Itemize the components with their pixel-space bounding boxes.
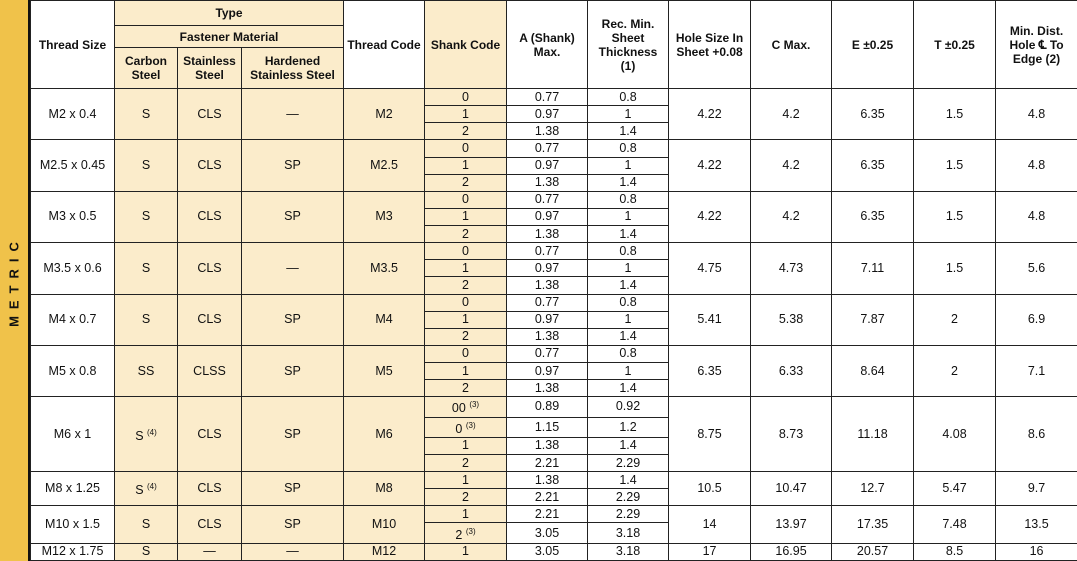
t-cell: 7.48 <box>914 506 996 543</box>
hole-size-cell: 6.35 <box>669 345 751 396</box>
stainless-steel-cell <box>178 191 242 242</box>
thread-code-cell <box>344 472 425 506</box>
e-cell: 6.35 <box>832 89 914 140</box>
thread-size-cell-text: M12 x 1.75 <box>41 544 104 559</box>
t-cell: 1.5 <box>914 243 996 294</box>
table-body <box>31 89 1077 561</box>
rec-min-thickness-cell: 1 <box>588 260 669 277</box>
metric-side-band <box>0 0 30 561</box>
a-shank-cell: 0.77 <box>507 345 588 362</box>
c-max-cell: 6.33 <box>751 345 832 396</box>
carbon-steel-cell <box>115 506 178 543</box>
t-cell: 2 <box>914 294 996 345</box>
stainless-steel-cell-text: CLS <box>197 481 222 496</box>
shank-code-cell <box>425 454 507 471</box>
hardened-stainless-cell <box>242 191 344 242</box>
carbon-steel-cell <box>115 243 178 294</box>
min-dist-cell: 6.9 <box>996 294 1077 345</box>
rec-min-thickness-cell: 3.18 <box>588 543 669 560</box>
thread-code-cell <box>344 397 425 472</box>
shank-code-text: 1 <box>462 106 469 121</box>
rec-min-thickness-cell: 0.8 <box>588 89 669 106</box>
thread-size-cell-text: M4 x 0.7 <box>48 312 97 327</box>
shank-code-cell <box>425 328 507 345</box>
a-shank-cell: 0.89 <box>507 397 588 417</box>
header-shank-code: Shank Code <box>425 1 507 89</box>
thread-code-cell-text: M5 <box>375 363 393 378</box>
a-shank-cell: 0.77 <box>507 140 588 157</box>
shank-code-cell <box>425 397 507 417</box>
hardened-stainless-cell-text: SP <box>284 158 301 173</box>
stainless-steel-cell <box>178 89 242 140</box>
header-hole-size: Hole Size In Sheet +0.08 <box>669 1 751 89</box>
stainless-steel-cell-text: CLS <box>197 260 222 275</box>
hardened-stainless-cell-text: SP <box>284 517 301 532</box>
stainless-steel-cell <box>178 472 242 506</box>
stainless-steel-cell-text: CLS <box>197 426 222 441</box>
shank-code-cell <box>425 243 507 260</box>
min-dist-cell: 8.6 <box>996 397 1077 472</box>
thread-code-cell-text: M3.5 <box>370 260 398 275</box>
c-max-cell: 16.95 <box>751 543 832 560</box>
rec-min-thickness-cell: 1 <box>588 106 669 123</box>
thread-size-cell <box>31 89 115 140</box>
stainless-steel-cell <box>178 397 242 472</box>
thread-code-cell <box>344 243 425 294</box>
shank-code-text: 2 <box>462 455 469 470</box>
a-shank-cell: 1.38 <box>507 226 588 243</box>
hardened-stainless-cell <box>242 243 344 294</box>
carbon-steel-cell-text: S <box>141 544 151 559</box>
shank-code-text: 00 <box>451 401 466 416</box>
hole-size-cell: 4.22 <box>669 89 751 140</box>
table-row <box>31 89 1077 106</box>
carbon-steel-cell-text: S <box>141 209 151 224</box>
table-row <box>31 294 1077 311</box>
header-type: Type <box>115 1 344 26</box>
thread-size-cell <box>31 243 115 294</box>
t-cell: 4.08 <box>914 397 996 472</box>
shank-code-cell <box>425 363 507 380</box>
shank-code-text: 1 <box>462 260 469 275</box>
carbon-steel-cell <box>115 472 178 506</box>
footnote-marker: (4) <box>147 482 157 492</box>
e-cell: 7.11 <box>832 243 914 294</box>
rec-min-thickness-cell: 0.8 <box>588 345 669 362</box>
header-t: T ±0.25 <box>914 1 996 89</box>
rec-min-thickness-cell: 1 <box>588 208 669 225</box>
rec-min-thickness-cell: 1.4 <box>588 226 669 243</box>
rec-min-thickness-cell: 0.92 <box>588 397 669 417</box>
thread-size-cell-text: M3.5 x 0.6 <box>43 260 102 275</box>
t-cell: 8.5 <box>914 543 996 560</box>
stainless-steel-cell <box>178 543 242 560</box>
a-shank-cell: 0.77 <box>507 294 588 311</box>
table-row <box>31 543 1077 560</box>
thread-size-cell <box>31 543 115 560</box>
carbon-steel-cell <box>115 345 178 396</box>
rec-min-thickness-cell: 1 <box>588 157 669 174</box>
hole-size-cell: 4.22 <box>669 140 751 191</box>
hardened-stainless-cell <box>242 294 344 345</box>
header-rec-min-sheet-thickness: Rec. Min. Sheet Thickness (1) <box>588 1 669 89</box>
header-hardened-stainless-steel: Hardened Stainless Steel <box>242 48 344 89</box>
a-shank-cell: 0.97 <box>507 208 588 225</box>
thread-size-cell <box>31 506 115 543</box>
rec-min-thickness-cell: 1.4 <box>588 437 669 454</box>
c-max-cell: 10.47 <box>751 472 832 506</box>
header-carbon-steel: Carbon Steel <box>115 48 178 89</box>
hardened-stainless-cell <box>242 543 344 560</box>
stainless-steel-cell-text: CLS <box>197 209 222 224</box>
table-row <box>31 140 1077 157</box>
shank-code-text: 2 <box>462 380 469 395</box>
thread-size-cell <box>31 472 115 506</box>
thread-code-cell <box>344 89 425 140</box>
hardened-stainless-cell-text: SP <box>284 426 301 441</box>
shank-code-text: 1 <box>462 438 469 453</box>
t-cell: 1.5 <box>914 89 996 140</box>
header-c-max: C Max. <box>751 1 832 89</box>
min-dist-cell: 7.1 <box>996 345 1077 396</box>
carbon-steel-cell-text: S <box>141 312 151 327</box>
thread-size-cell <box>31 345 115 396</box>
c-max-cell: 4.73 <box>751 243 832 294</box>
thread-size-cell-text: M3 x 0.5 <box>48 209 97 224</box>
min-dist-cell: 16 <box>996 543 1077 560</box>
a-shank-cell: 1.38 <box>507 328 588 345</box>
header-thread-code: Thread Code <box>344 1 425 89</box>
shank-code-cell <box>425 191 507 208</box>
shank-code-text: 1 <box>462 312 469 327</box>
hardened-stainless-cell <box>242 140 344 191</box>
hardened-stainless-cell-text: SP <box>284 312 301 327</box>
thread-code-cell-text: M2 <box>375 106 393 121</box>
min-dist-cell: 4.8 <box>996 89 1077 140</box>
stainless-steel-cell <box>178 140 242 191</box>
carbon-steel-cell-text: S <box>141 517 151 532</box>
rec-min-thickness-cell: 0.8 <box>588 140 669 157</box>
shank-code-text: 1 <box>462 472 469 487</box>
shank-code-text: 0 <box>462 346 469 361</box>
e-cell: 11.18 <box>832 397 914 472</box>
rec-min-thickness-cell: 1.4 <box>588 123 669 140</box>
a-shank-cell: 2.21 <box>507 506 588 523</box>
min-dist-cell: 4.8 <box>996 191 1077 242</box>
carbon-steel-cell-text: S <box>135 483 144 498</box>
shank-code-cell <box>425 260 507 277</box>
metric-side-label: METRIC <box>6 234 22 327</box>
hardened-stainless-cell-text: SP <box>284 363 301 378</box>
shank-code-cell <box>425 345 507 362</box>
a-shank-cell: 2.21 <box>507 454 588 471</box>
shank-code-cell <box>425 140 507 157</box>
carbon-steel-cell-text: S <box>141 158 151 173</box>
e-cell: 8.64 <box>832 345 914 396</box>
hardened-stainless-cell <box>242 345 344 396</box>
stainless-steel-cell <box>178 345 242 396</box>
stainless-steel-cell-text: CLS <box>197 106 222 121</box>
rec-min-thickness-cell: 3.18 <box>588 523 669 543</box>
shank-code-text: 2 <box>462 329 469 344</box>
stainless-steel-cell-text: CLS <box>197 158 222 173</box>
footnote-marker: (3) <box>465 420 476 430</box>
a-shank-cell: 1.15 <box>507 417 588 437</box>
t-cell: 5.47 <box>914 472 996 506</box>
header-e: E ±0.25 <box>832 1 914 89</box>
carbon-steel-cell <box>115 543 178 560</box>
thread-code-cell-text: M4 <box>375 312 393 327</box>
thread-code-cell-text: M12 <box>371 544 397 559</box>
shank-code-text: 1 <box>462 209 469 224</box>
a-shank-cell: 0.77 <box>507 89 588 106</box>
thread-size-cell <box>31 191 115 242</box>
min-dist-cell: 9.7 <box>996 472 1077 506</box>
c-max-cell: 4.2 <box>751 140 832 191</box>
hole-size-cell: 4.22 <box>669 191 751 242</box>
shank-code-cell <box>425 437 507 454</box>
thread-size-cell <box>31 140 115 191</box>
shank-code-text: 1 <box>462 544 469 559</box>
a-shank-cell: 0.77 <box>507 243 588 260</box>
a-shank-cell: 3.05 <box>507 523 588 543</box>
rec-min-thickness-cell: 1 <box>588 363 669 380</box>
shank-code-text: 1 <box>462 158 469 173</box>
a-shank-cell: 0.97 <box>507 157 588 174</box>
carbon-steel-cell <box>115 397 178 472</box>
a-shank-cell: 1.38 <box>507 174 588 191</box>
stainless-steel-cell-text: CLS <box>197 312 222 327</box>
rec-min-thickness-cell: 1.4 <box>588 328 669 345</box>
shank-code-cell <box>425 311 507 328</box>
shank-code-cell <box>425 106 507 123</box>
hardened-stainless-cell <box>242 397 344 472</box>
shank-code-cell <box>425 472 507 489</box>
hole-size-cell: 17 <box>669 543 751 560</box>
a-shank-cell: 1.38 <box>507 380 588 397</box>
hardened-stainless-cell-text: — <box>286 544 299 559</box>
thread-code-cell <box>344 345 425 396</box>
header-a-shank-max: A (Shank) Max. <box>507 1 588 89</box>
hole-size-cell: 14 <box>669 506 751 543</box>
shank-code-cell <box>425 380 507 397</box>
rec-min-thickness-cell: 0.8 <box>588 243 669 260</box>
min-dist-cell: 5.6 <box>996 243 1077 294</box>
shank-code-text: 0 <box>462 140 469 155</box>
e-cell: 6.35 <box>832 191 914 242</box>
min-dist-cell: 4.8 <box>996 140 1077 191</box>
a-shank-cell: 1.38 <box>507 472 588 489</box>
carbon-steel-cell-text: S <box>141 260 151 275</box>
thread-size-cell <box>31 294 115 345</box>
shank-code-text: 2 <box>462 175 469 190</box>
stainless-steel-cell-text: — <box>203 544 216 559</box>
t-cell: 2 <box>914 345 996 396</box>
shank-code-text: 2 <box>455 527 463 542</box>
e-cell: 12.7 <box>832 472 914 506</box>
c-max-cell: 4.2 <box>751 89 832 140</box>
rec-min-thickness-cell: 1.2 <box>588 417 669 437</box>
shank-code-text: 0 <box>462 295 469 310</box>
thread-code-cell-text: M6 <box>375 426 393 441</box>
thread-size-cell-text: M10 x 1.5 <box>45 517 100 532</box>
stainless-steel-cell <box>178 294 242 345</box>
min-dist-cell: 13.5 <box>996 506 1077 543</box>
carbon-steel-cell <box>115 294 178 345</box>
stainless-steel-cell-text: CLS <box>197 517 222 532</box>
c-max-cell: 4.2 <box>751 191 832 242</box>
rec-min-thickness-cell: 1.4 <box>588 174 669 191</box>
table-row <box>31 472 1077 489</box>
hardened-stainless-cell <box>242 472 344 506</box>
carbon-steel-cell-text: SS <box>137 363 155 378</box>
thread-code-cell <box>344 543 425 560</box>
carbon-steel-cell-text: S <box>141 106 151 121</box>
hole-size-cell: 4.75 <box>669 243 751 294</box>
rec-min-thickness-cell: 0.8 <box>588 294 669 311</box>
shank-code-cell <box>425 294 507 311</box>
thread-code-cell-text: M8 <box>375 481 393 496</box>
rec-min-thickness-cell: 1.4 <box>588 380 669 397</box>
thread-size-cell-text: M5 x 0.8 <box>48 363 97 378</box>
footnote-marker: (3) <box>469 400 480 410</box>
a-shank-cell: 0.97 <box>507 363 588 380</box>
shank-code-text: 1 <box>462 363 469 378</box>
thread-code-cell <box>344 506 425 543</box>
carbon-steel-cell <box>115 191 178 242</box>
table-row <box>31 506 1077 523</box>
carbon-steel-cell <box>115 140 178 191</box>
e-cell: 17.35 <box>832 506 914 543</box>
carbon-steel-cell <box>115 89 178 140</box>
a-shank-cell: 0.97 <box>507 260 588 277</box>
c-max-cell: 8.73 <box>751 397 832 472</box>
shank-code-text: 0 <box>455 421 463 436</box>
shank-code-cell <box>425 417 507 437</box>
shank-code-text: 0 <box>462 89 469 104</box>
rec-min-thickness-cell: 2.29 <box>588 506 669 523</box>
thread-size-cell-text: M8 x 1.25 <box>45 481 100 496</box>
rec-min-thickness-cell: 1 <box>588 311 669 328</box>
shank-code-cell <box>425 89 507 106</box>
hardened-stainless-cell-text: — <box>286 106 299 121</box>
a-shank-cell: 0.77 <box>507 191 588 208</box>
a-shank-cell: 2.21 <box>507 489 588 506</box>
table-row <box>31 345 1077 362</box>
table-row <box>31 243 1077 260</box>
stainless-steel-cell <box>178 243 242 294</box>
shank-code-text: 2 <box>462 489 469 504</box>
a-shank-cell: 1.38 <box>507 123 588 140</box>
rec-min-thickness-cell: 2.29 <box>588 489 669 506</box>
shank-code-cell <box>425 543 507 560</box>
header-min-dist-hole-to-edge: Min. Dist. Hole ℄ To Edge (2) <box>996 1 1077 89</box>
shank-code-text: 1 <box>462 506 469 521</box>
e-cell: 6.35 <box>832 140 914 191</box>
header-thread-size: Thread Size <box>31 1 115 89</box>
rec-min-thickness-cell: 1.4 <box>588 277 669 294</box>
shank-code-text: 2 <box>462 226 469 241</box>
hardened-stainless-cell-text: SP <box>284 481 301 496</box>
specification-table <box>30 0 1077 561</box>
shank-code-cell <box>425 123 507 140</box>
footnote-marker: (3) <box>465 526 476 536</box>
c-max-cell: 5.38 <box>751 294 832 345</box>
hardened-stainless-cell <box>242 89 344 140</box>
table-row <box>31 397 1077 417</box>
thread-code-cell <box>344 140 425 191</box>
hardened-stainless-cell-text: SP <box>284 209 301 224</box>
a-shank-cell: 3.05 <box>507 543 588 560</box>
rec-min-thickness-cell: 0.8 <box>588 191 669 208</box>
shank-code-text: 2 <box>462 277 469 292</box>
hole-size-cell: 5.41 <box>669 294 751 345</box>
shank-code-cell <box>425 174 507 191</box>
a-shank-cell: 1.38 <box>507 277 588 294</box>
shank-code-cell <box>425 277 507 294</box>
footnote-marker: (4) <box>147 427 157 437</box>
carbon-steel-cell-text: S <box>135 428 144 443</box>
hardened-stainless-cell <box>242 506 344 543</box>
stainless-steel-cell-text: CLSS <box>193 363 226 378</box>
shank-code-cell <box>425 489 507 506</box>
rec-min-thickness-cell: 1.4 <box>588 472 669 489</box>
hole-size-cell: 10.5 <box>669 472 751 506</box>
shank-code-cell <box>425 157 507 174</box>
thread-size-cell-text: M6 x 1 <box>53 426 92 441</box>
shank-code-text: 0 <box>462 192 469 207</box>
c-max-cell: 13.97 <box>751 506 832 543</box>
header-fastener-material: Fastener Material <box>115 26 344 48</box>
hardened-stainless-cell-text: — <box>286 260 299 275</box>
thread-size-cell <box>31 397 115 472</box>
shank-code-text: 2 <box>462 123 469 138</box>
shank-code-cell <box>425 226 507 243</box>
thread-code-cell-text: M10 <box>371 517 397 532</box>
t-cell: 1.5 <box>914 191 996 242</box>
shank-code-text: 0 <box>462 243 469 258</box>
table-row <box>31 191 1077 208</box>
t-cell: 1.5 <box>914 140 996 191</box>
shank-code-cell <box>425 506 507 523</box>
shank-code-cell <box>425 523 507 543</box>
thread-size-cell-text: M2 x 0.4 <box>48 106 97 121</box>
a-shank-cell: 0.97 <box>507 106 588 123</box>
stainless-steel-cell <box>178 506 242 543</box>
thread-size-cell-text: M2.5 x 0.45 <box>39 158 106 173</box>
rec-min-thickness-cell: 2.29 <box>588 454 669 471</box>
hole-size-cell: 8.75 <box>669 397 751 472</box>
shank-code-cell <box>425 208 507 225</box>
e-cell: 20.57 <box>832 543 914 560</box>
e-cell: 7.87 <box>832 294 914 345</box>
thread-code-cell-text: M2.5 <box>370 158 398 173</box>
thread-code-cell <box>344 191 425 242</box>
thread-code-cell <box>344 294 425 345</box>
thread-code-cell-text: M3 <box>375 209 393 224</box>
header-stainless-steel: Stainless Steel <box>178 48 242 89</box>
a-shank-cell: 0.97 <box>507 311 588 328</box>
a-shank-cell: 1.38 <box>507 437 588 454</box>
